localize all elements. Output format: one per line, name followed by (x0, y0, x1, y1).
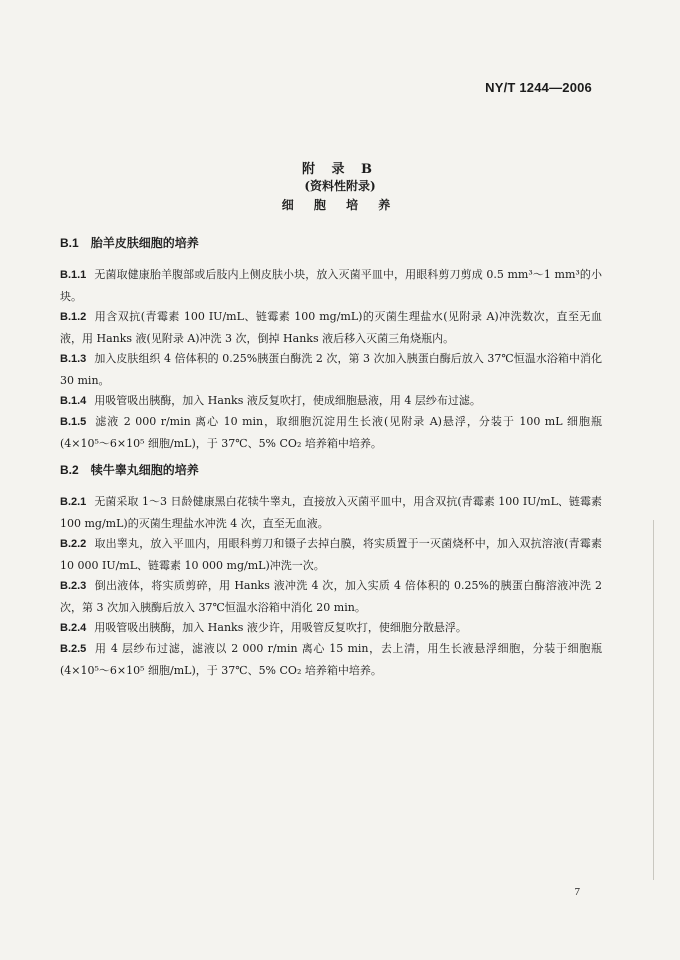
appendix-subject: 细 胞 培 养 (281, 198, 399, 212)
paragraph-text: 无菌采取 1～3 日龄健康黑白花犊牛睾丸，直接放入灭菌平皿中，用含双抗(青霉素 100 IU/mL、链霉素 100 mg/mL)的灭菌生理盐水冲洗 4 次，直至无血液。 (60, 495, 602, 530)
paragraph (60, 533, 602, 576)
section-number: B.2 (60, 463, 79, 477)
paragraph (60, 348, 602, 391)
paragraph-number: B.2.4 (60, 622, 87, 634)
paragraph-text: 用 4 层纱布过滤，滤液以 2 000 r/min 离心 15 min，去上清，用生长液悬浮细胞，分装于细胞瓶(4×10⁵～6×10⁵ 细胞/mL)，于 37℃、5% CO₂ 培养箱中培养。 (60, 642, 602, 677)
paragraph (60, 638, 602, 681)
paragraph (60, 575, 602, 618)
standard-code: NY/T 1244—2006 (485, 80, 592, 95)
paragraph-text: 滤液 2 000 r/min 离心 10 min，取细胞沉淀用生长液(见附录 A)悬浮，分装于 100 mL 细胞瓶(4×10⁵～6×10⁵ 细胞/mL)，于 37℃、5% CO₂ 培养箱中培养。 (60, 415, 602, 450)
paragraph (60, 306, 602, 349)
section-heading (60, 234, 199, 251)
page-number: 7 (574, 886, 580, 898)
section-title: 胎羊皮肤细胞的培养 (90, 236, 199, 250)
paragraph (60, 390, 602, 412)
paragraph-text: 用含双抗(青霉素 100 IU/mL、链霉素 100 mg/mL)的灭菌生理盐水(见附录 A)冲洗数次，直至无血液，用 Hanks 液(见附录 A)冲洗 3 次，倒掉 Hanks 液后移入灭菌三角烧瓶内。 (60, 310, 602, 345)
paragraph-number: B.1.2 (60, 311, 87, 323)
paragraph-number: B.1.5 (60, 416, 87, 428)
paragraph-number: B.1.1 (60, 269, 87, 281)
appendix-type: (资料性附录) (304, 179, 376, 193)
paragraph-number: B.2.1 (60, 496, 87, 508)
paragraph-number: B.2.2 (60, 538, 87, 550)
paragraph (60, 411, 602, 454)
paragraph (60, 264, 602, 307)
paragraph (60, 491, 602, 534)
paragraph-text: 用吸管吸出胰酶，加入 Hanks 液反复吹打，使成细胞悬液，用 4 层纱布过滤。 (94, 394, 481, 407)
paragraph (60, 617, 602, 639)
section-number: B.1 (60, 236, 79, 250)
paragraph-number: B.2.3 (60, 580, 87, 592)
paragraph-text: 加入皮肤组织 4 倍体积的 0.25%胰蛋白酶洗 2 次，第 3 次加入胰蛋白酶后放入 37℃恒温水浴箱中消化 30 min。 (60, 352, 602, 387)
paragraph-text: 倒出液体，将实质剪碎，用 Hanks 液冲洗 4 次，加入实质 4 倍体积的 0.25%的胰蛋白酶溶液冲洗 2 次，第 3 次加入胰酶后放入 37℃恒温水浴箱中消化 20 min。 (60, 579, 602, 614)
paragraph-number: B.1.3 (60, 353, 87, 365)
paragraph-text: 无菌取健康胎羊腹部或后肢内上侧皮肤小块，放入灭菌平皿中，用眼科剪刀剪成 0.5 mm³～1 mm³的小块。 (60, 268, 602, 303)
paragraph-text: 用吸管吸出胰酶，加入 Hanks 液少许，用吸管反复吹打，使细胞分散悬浮。 (94, 621, 467, 634)
appendix-title: 附 录 B (301, 162, 379, 177)
scan-edge-line (653, 520, 654, 880)
paragraph-number: B.1.4 (60, 395, 87, 407)
section-heading (60, 461, 199, 478)
paragraph-text: 取出睾丸，放入平皿内，用眼科剪刀和镊子去掉白膜，将实质置于一灭菌烧杯中，加入双抗溶液(青霉素 10 000 IU/mL、链霉素 10 000 mg/mL)冲洗一次。 (60, 537, 602, 572)
section-title: 犊牛睾丸细胞的培养 (90, 463, 199, 477)
paragraph-number: B.2.5 (60, 643, 87, 655)
